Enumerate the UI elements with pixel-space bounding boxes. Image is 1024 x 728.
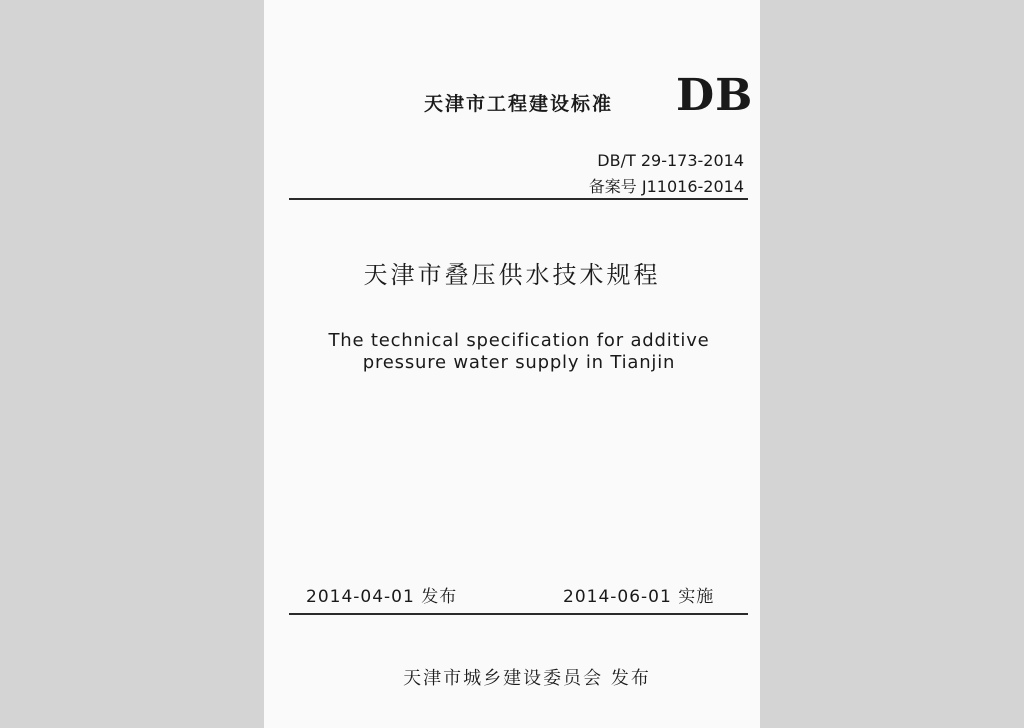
record-number: 备案号 J11016-2014 xyxy=(588,177,744,196)
document-cover-page xyxy=(264,0,760,728)
standard-number: DB/T 29-173-2014 xyxy=(597,151,744,170)
publisher: 天津市城乡建设委员会 发布 xyxy=(403,668,651,689)
bottom-divider xyxy=(289,613,748,615)
top-divider xyxy=(289,198,748,200)
issue-date: 2014-04-01 发布 xyxy=(306,587,458,607)
title-english-line-1: The technical specification for additive xyxy=(328,330,710,351)
title-english-line-2: pressure water supply in Tianjin xyxy=(362,352,676,373)
db-logo: DB xyxy=(676,70,754,121)
implementation-date: 2014-06-01 实施 xyxy=(563,587,715,607)
standard-category: 天津市工程建设标准 xyxy=(424,93,614,115)
title-chinese: 天津市叠压供水技术规程 xyxy=(363,261,661,289)
title-english xyxy=(264,330,774,374)
